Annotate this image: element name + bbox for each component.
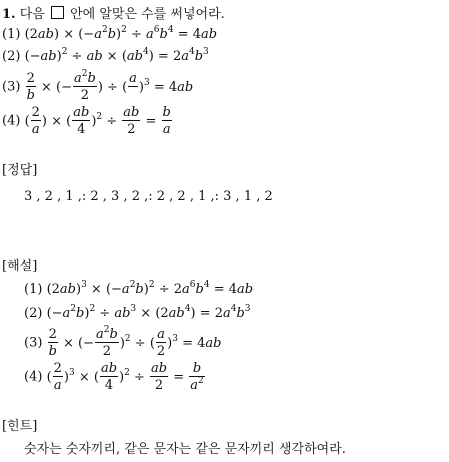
solution-expression: $\frac{2}{b}$ × (− $\frac{a^2b}{2}$ )$^2$ ÷ ( $\frac{a}{2}$ )$^3$ = 4ab: [48, 325, 222, 359]
solution-item-1: [24, 280, 254, 297]
instruction-after: 안에 알맞은 수를 써넣어라.: [70, 7, 225, 22]
solution-expression: ( $\frac{2}{a}$ )$^3$ × ( $\frac{ab}{4}$ )$^2$ ÷ $\frac{ab}{2}$ = $\frac{b}{a^2}$: [46, 361, 204, 393]
hint-heading: [힌트]: [2, 419, 38, 434]
problem-header: [2, 6, 225, 21]
solution-item-label: (2): [24, 306, 43, 321]
solution-item-label: (1): [24, 282, 43, 297]
problem-expression: $(-ab)^2$ ÷ ab × $(ab^4) = 2a^4b^3$: [24, 47, 209, 64]
solution-item-4: [24, 362, 206, 392]
hint-text: 숫자는 숫자끼리, 같은 문자는 같은 문자끼리 생각하여라.: [24, 442, 346, 457]
problem-item-2: [2, 47, 209, 64]
answer-text: 3 , 2 , 1 ,: 2 , 3 , 2 ,: 2 , 2 , 1 ,: 3 , 1 , 2: [24, 189, 273, 204]
problem-expression: $(2ab) \times (-a^2b)^2 \div a^6b^4 = 4ab$: [24, 25, 218, 42]
blank-box-icon: [51, 6, 64, 19]
problem-item-label: (2): [2, 49, 21, 64]
problem-expression: ( $\frac{2}{a}$ ) × ( $\frac{ab}{4}$ )$^2$ ÷ $\frac{ab}{2}$ = $\frac{b}{a}$: [24, 105, 171, 137]
problem-number: 1.: [2, 7, 16, 22]
problem-item-label: (4): [2, 113, 21, 129]
problem-item-label: (1): [2, 27, 21, 42]
problem-item-4: [2, 106, 173, 136]
solution-item-3: [24, 325, 222, 359]
problem-expression: $\frac{2}{b}$ × (− $\frac{a^2b}{2}$ ) ÷ ( a )$^3$ = 4ab: [26, 69, 194, 103]
problem-item-3: [2, 69, 194, 103]
solution-expression: $(-a^2b)^2 \div ab^3 \times (2ab^4) = 2a^4b^3$: [46, 304, 251, 321]
problem-item-1: [2, 25, 218, 42]
solution-item-label: (3): [24, 335, 43, 351]
problem-item-label: (3): [2, 79, 21, 95]
solution-item-2: [24, 304, 251, 321]
answer-heading: [정답]: [2, 163, 38, 178]
solution-item-label: (4): [24, 369, 43, 385]
solution-expression: $(2ab)^3 \times (-a^2b)^2 \div 2a^6b^4 = 4ab$: [46, 280, 254, 297]
solution-heading: [해설]: [2, 259, 38, 274]
instruction-before: 다음: [19, 7, 45, 22]
